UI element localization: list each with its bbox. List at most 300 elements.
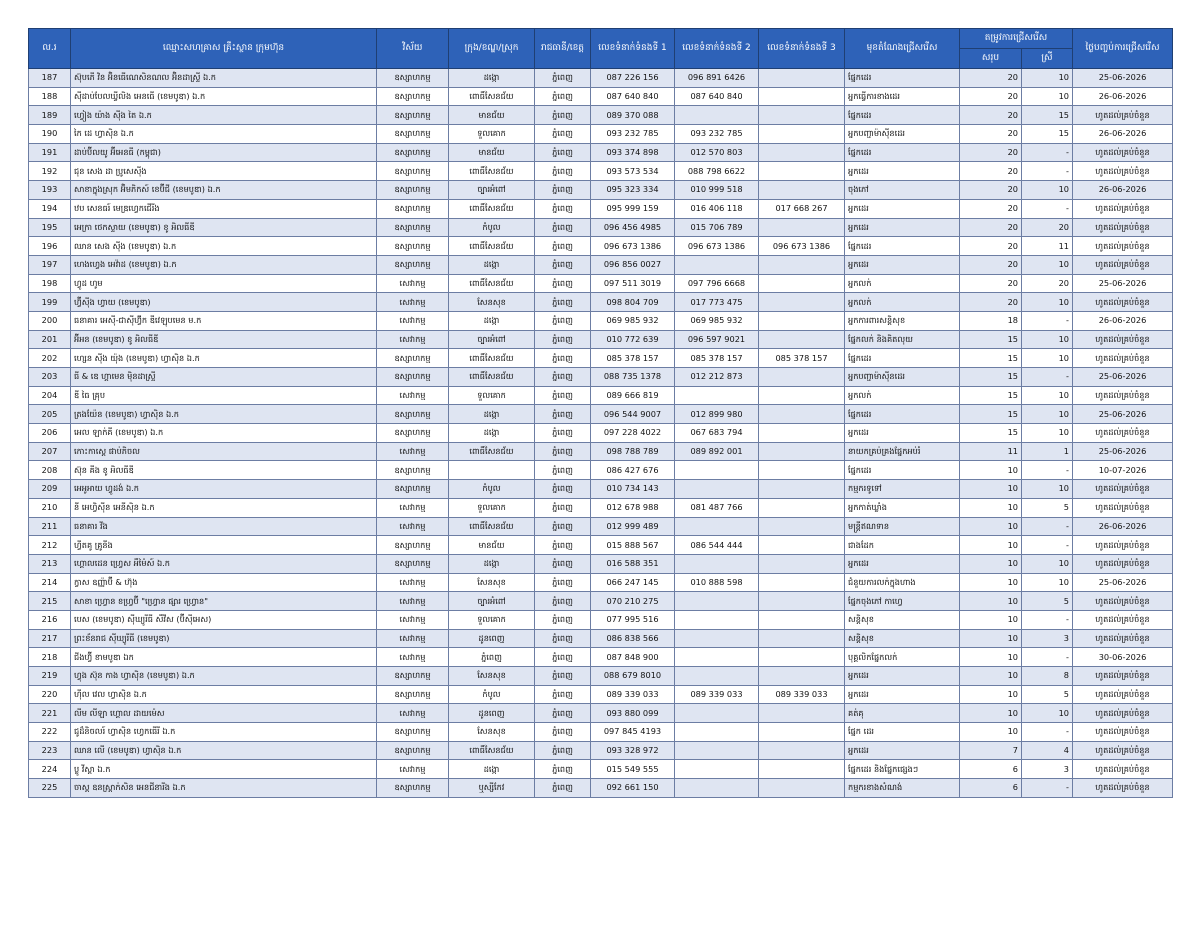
deadline-cell: ហូតដល់គ្រប់ចំនួន	[1073, 741, 1173, 760]
position-cell: អ្នកដេរ	[845, 554, 960, 573]
province-cell: ភ្នំពេញ	[535, 629, 591, 648]
female-needed-cell: 8	[1022, 667, 1073, 686]
phone-1-cell: 089 666 819	[591, 386, 675, 405]
deadline-cell: 25-06-2026	[1073, 69, 1173, 88]
company-name-cell: អេល ឡាក់គី (ខេមបូឌា) ឯ.ក	[71, 424, 377, 443]
phone-2-cell: 081 487 766	[675, 498, 759, 517]
deadline-cell: 26-06-2026	[1073, 311, 1173, 330]
province-cell: ភ្នំពេញ	[535, 610, 591, 629]
company-name-cell: ប្លូ វីស្តា ឯ.ក	[71, 760, 377, 779]
company-name-cell: ស៊ីដាប់បែលឃ្វីលិង អេនធើ (ខេមបូឌា) ឯ.ក	[71, 87, 377, 106]
district-cell: ពោធិ៍សែនជ័យ	[449, 741, 535, 760]
table-row	[29, 106, 1173, 125]
sector-cell: ឧស្សាហកម្ម	[377, 685, 449, 704]
phone-1-cell: 086 838 566	[591, 629, 675, 648]
phone-3-cell	[759, 480, 845, 499]
phone-1-cell: 096 673 1386	[591, 237, 675, 256]
row-number-cell: 219	[29, 667, 71, 686]
company-name-cell: កៃ ដេ ហ្វាស៊ិន ឯ.ក	[71, 125, 377, 144]
company-name-cell: ដាប់ប៊ីលយូ អ៊ីអេនធី (កម្ពុជា)	[71, 143, 377, 162]
phone-3-cell	[759, 106, 845, 125]
sector-cell: ឧស្សាហកម្ម	[377, 237, 449, 256]
district-cell: ពោធិ៍សែនជ័យ	[449, 199, 535, 218]
phone-2-cell: 069 985 932	[675, 311, 759, 330]
sector-cell: សេវាកម្ម	[377, 573, 449, 592]
company-name-cell: ធនាគារ វីង	[71, 517, 377, 536]
header-company: ឈ្មោះសហគ្រាស គ្រឹះស្ថាន ក្រុមហ៊ុន	[71, 29, 377, 69]
phone-2-cell: 085 378 157	[675, 349, 759, 368]
deadline-cell: ហូតដល់គ្រប់ចំនួន	[1073, 218, 1173, 237]
sector-cell: ឧស្សាហកម្ម	[377, 125, 449, 144]
total-needed-cell: 15	[960, 368, 1022, 387]
province-cell: ភ្នំពេញ	[535, 480, 591, 499]
position-cell: ផ្នែកដេរ	[845, 143, 960, 162]
phone-2-cell: 089 339 033	[675, 685, 759, 704]
phone-1-cell: 066 247 145	[591, 573, 675, 592]
province-cell: ភ្នំពេញ	[535, 330, 591, 349]
table-row	[29, 311, 1173, 330]
female-needed-cell: -	[1022, 162, 1073, 181]
phone-2-cell	[675, 461, 759, 480]
district-cell: កំបូល	[449, 685, 535, 704]
total-needed-cell: 10	[960, 498, 1022, 517]
total-needed-cell: 20	[960, 274, 1022, 293]
province-cell: ភ្នំពេញ	[535, 181, 591, 200]
province-cell: ភ្នំពេញ	[535, 218, 591, 237]
company-name-cell: អេអូអាយ ហ្វូដង់ ឯ.ក	[71, 480, 377, 499]
province-cell: ភ្នំពេញ	[535, 143, 591, 162]
row-number-cell: 197	[29, 255, 71, 274]
sector-cell: សេវាកម្ម	[377, 629, 449, 648]
phone-3-cell	[759, 424, 845, 443]
deadline-cell: ហូតដល់គ្រប់ចំនួន	[1073, 293, 1173, 312]
deadline-cell: ហូតដល់គ្រប់ចំនួន	[1073, 629, 1173, 648]
district-cell: ច្បារអំពៅ	[449, 181, 535, 200]
job-listing-table	[28, 28, 1173, 798]
female-needed-cell: 11	[1022, 237, 1073, 256]
header-position: មុខតំណែងជ្រើសរើស	[845, 29, 960, 69]
row-number-cell: 201	[29, 330, 71, 349]
total-needed-cell: 20	[960, 255, 1022, 274]
total-needed-cell: 20	[960, 181, 1022, 200]
sector-cell: ឧស្សាហកម្ម	[377, 554, 449, 573]
province-cell: ភ្នំពេញ	[535, 573, 591, 592]
position-cell: អ្នកដេរ	[845, 162, 960, 181]
district-cell: ទួលគោក	[449, 498, 535, 517]
sector-cell: ឧស្សាហកម្ម	[377, 199, 449, 218]
female-needed-cell: 10	[1022, 554, 1073, 573]
row-number-cell: 204	[29, 386, 71, 405]
sector-cell: សេវាកម្ម	[377, 592, 449, 611]
position-cell: អ្នកដេរ	[845, 199, 960, 218]
district-cell: ដង្កោ	[449, 424, 535, 443]
company-name-cell: ស៊ុន គីង ខូ អិលធីឌី	[71, 461, 377, 480]
sector-cell: សេវាកម្ម	[377, 442, 449, 461]
table-row	[29, 218, 1173, 237]
sector-cell: ឧស្សាហកម្ម	[377, 162, 449, 181]
company-name-cell: ហ្វុង ស៊ុន កាង ហ្វាស៊ិន (ខេមបូឌា) ឯ.ក	[71, 667, 377, 686]
province-cell: ភ្នំពេញ	[535, 517, 591, 536]
phone-1-cell: 097 845 4193	[591, 723, 675, 742]
deadline-cell: 26-06-2026	[1073, 517, 1173, 536]
phone-2-cell: 086 544 444	[675, 536, 759, 555]
table-row	[29, 760, 1173, 779]
phone-1-cell: 012 678 988	[591, 498, 675, 517]
phone-3-cell	[759, 69, 845, 88]
province-cell: ភ្នំពេញ	[535, 349, 591, 368]
female-needed-cell: -	[1022, 517, 1073, 536]
district-cell: សែនសុខ	[449, 293, 535, 312]
table-row	[29, 480, 1173, 499]
phone-2-cell: 096 891 6426	[675, 69, 759, 88]
table-row	[29, 442, 1173, 461]
district-cell: ដង្កោ	[449, 255, 535, 274]
table-row	[29, 424, 1173, 443]
phone-2-cell	[675, 255, 759, 274]
district-cell: ពោធិ៍សែនជ័យ	[449, 442, 535, 461]
phone-3-cell	[759, 741, 845, 760]
province-cell: ភ្នំពេញ	[535, 498, 591, 517]
company-name-cell: ជីងហ្វ៊ី ខាមបូឌា ឯក	[71, 648, 377, 667]
table-row	[29, 255, 1173, 274]
table-row	[29, 592, 1173, 611]
phone-1-cell: 093 374 898	[591, 143, 675, 162]
row-number-cell: 208	[29, 461, 71, 480]
sector-cell: ឧស្សាហកម្ម	[377, 87, 449, 106]
total-needed-cell: 10	[960, 573, 1022, 592]
district-cell: ពោធិ៍សែនជ័យ	[449, 162, 535, 181]
phone-2-cell	[675, 106, 759, 125]
sector-cell: ឧស្សាហកម្ម	[377, 480, 449, 499]
position-cell: ផ្នែកដេរ និងផ្នែកផ្សេងៗ	[845, 760, 960, 779]
district-cell: មានជ័យ	[449, 536, 535, 555]
sector-cell: ឧស្សាហកម្ម	[377, 779, 449, 798]
row-number-cell: 211	[29, 517, 71, 536]
company-name-cell: ហ្វីតគូ គ្រូនីង	[71, 536, 377, 555]
table-row	[29, 181, 1173, 200]
phone-2-cell: 096 597 9021	[675, 330, 759, 349]
position-cell: ផ្នែកចុងភៅ កាហ្វេ	[845, 592, 960, 611]
sector-cell: ឧស្សាហកម្ម	[377, 405, 449, 424]
table-row	[29, 741, 1173, 760]
phone-3-cell	[759, 143, 845, 162]
province-cell: ភ្នំពេញ	[535, 386, 591, 405]
female-needed-cell: 20	[1022, 274, 1073, 293]
female-needed-cell: 5	[1022, 498, 1073, 517]
header-deadline: ថ្ងៃបញ្ចប់ការជ្រើសរើស	[1073, 29, 1173, 69]
total-needed-cell: 10	[960, 461, 1022, 480]
female-needed-cell: 10	[1022, 349, 1073, 368]
phone-2-cell	[675, 741, 759, 760]
district-cell: មានជ័យ	[449, 106, 535, 125]
province-cell: ភ្នំពេញ	[535, 704, 591, 723]
deadline-cell: 25-06-2026	[1073, 442, 1173, 461]
phone-2-cell: 097 796 6668	[675, 274, 759, 293]
sector-cell: ឧស្សាហកម្ម	[377, 667, 449, 686]
province-cell: ភ្នំពេញ	[535, 106, 591, 125]
district-cell: សែនសុខ	[449, 667, 535, 686]
female-needed-cell: 10	[1022, 386, 1073, 405]
phone-1-cell: 088 735 1378	[591, 368, 675, 387]
phone-3-cell	[759, 274, 845, 293]
total-needed-cell: 20	[960, 143, 1022, 162]
phone-1-cell: 093 328 972	[591, 741, 675, 760]
phone-3-cell	[759, 125, 845, 144]
province-cell: ភ្នំពេញ	[535, 554, 591, 573]
position-cell: ផ្នែក ដេរ	[845, 723, 960, 742]
row-number-cell: 222	[29, 723, 71, 742]
deadline-cell: ហូតដល់គ្រប់ចំនួន	[1073, 592, 1173, 611]
sector-cell: សេវាកម្ម	[377, 386, 449, 405]
phone-1-cell: 015 888 567	[591, 536, 675, 555]
province-cell: ភ្នំពេញ	[535, 779, 591, 798]
deadline-cell: ហូតដល់គ្រប់ចំនួន	[1073, 424, 1173, 443]
phone-2-cell: 088 798 6622	[675, 162, 759, 181]
phone-3-cell	[759, 592, 845, 611]
position-cell: អ្នកបញ្ជាម៉ាស៊ីនដេរ	[845, 125, 960, 144]
company-name-cell: ធនាគារ អេស៊ី-ជាស៊ីហ៊្វីក ឌីវេឡុបមេន ម.ក	[71, 311, 377, 330]
row-number-cell: 225	[29, 779, 71, 798]
company-name-cell: ហេងហ្វេង អេវ៉ាដ (ខេមបូឌា) ឯ.ក	[71, 255, 377, 274]
female-needed-cell: 10	[1022, 424, 1073, 443]
district-cell: មានជ័យ	[449, 143, 535, 162]
sector-cell: សេវាកម្ម	[377, 274, 449, 293]
district-cell: ពោធិ៍សែនជ័យ	[449, 517, 535, 536]
phone-3-cell	[759, 760, 845, 779]
district-cell: ដង្កោ	[449, 311, 535, 330]
row-number-cell: 212	[29, 536, 71, 555]
female-needed-cell: 4	[1022, 741, 1073, 760]
table-body	[29, 69, 1173, 798]
phone-2-cell	[675, 592, 759, 611]
sector-cell: សេវាកម្ម	[377, 498, 449, 517]
phone-1-cell: 087 640 840	[591, 87, 675, 106]
row-number-cell: 215	[29, 592, 71, 611]
position-cell: អ្នកដេរ	[845, 685, 960, 704]
phone-1-cell: 095 999 159	[591, 199, 675, 218]
position-cell: អ្នកធ្វើការខាងដេរ	[845, 87, 960, 106]
row-number-cell: 207	[29, 442, 71, 461]
phone-1-cell: 098 788 789	[591, 442, 675, 461]
deadline-cell: ហូតដល់គ្រប់ចំនួន	[1073, 667, 1173, 686]
company-name-cell: អេក្រា ថេកស្ទាយ (ខេមបូឌា) ខូ អិលធីឌី	[71, 218, 377, 237]
female-needed-cell: 10	[1022, 87, 1073, 106]
row-number-cell: 190	[29, 125, 71, 144]
province-cell: ភ្នំពេញ	[535, 87, 591, 106]
phone-2-cell	[675, 648, 759, 667]
table-row	[29, 629, 1173, 648]
row-number-cell: 210	[29, 498, 71, 517]
sector-cell: សេវាកម្ម	[377, 311, 449, 330]
deadline-cell: ហូតដល់គ្រប់ចំនួន	[1073, 106, 1173, 125]
female-needed-cell: 10	[1022, 255, 1073, 274]
deadline-cell: ហូតដល់គ្រប់ចំនួន	[1073, 143, 1173, 162]
female-needed-cell: -	[1022, 723, 1073, 742]
row-number-cell: 202	[29, 349, 71, 368]
district-cell: សែនសុខ	[449, 723, 535, 742]
row-number-cell: 218	[29, 648, 71, 667]
position-cell: អ្នកដេរ	[845, 424, 960, 443]
position-cell: ផ្នែកលក់ និងគិតលុយ	[845, 330, 960, 349]
female-needed-cell: -	[1022, 610, 1073, 629]
phone-1-cell: 096 456 4985	[591, 218, 675, 237]
position-cell: អ្នកកាត់ឃ្លាំង	[845, 498, 960, 517]
phone-2-cell	[675, 610, 759, 629]
province-cell: ភ្នំពេញ	[535, 442, 591, 461]
row-number-cell: 196	[29, 237, 71, 256]
position-cell: មន្ត្រីឥណទាន	[845, 517, 960, 536]
table-row	[29, 610, 1173, 629]
total-needed-cell: 15	[960, 386, 1022, 405]
female-needed-cell: 3	[1022, 760, 1073, 779]
table-row	[29, 162, 1173, 181]
phone-3-cell	[759, 442, 845, 461]
deadline-cell: 10-07-2026	[1073, 461, 1173, 480]
header-district: ក្រុង/ខណ្ឌ/ស្រុក	[449, 29, 535, 69]
province-cell: ភ្នំពេញ	[535, 760, 591, 779]
district-cell: សែនសុខ	[449, 573, 535, 592]
position-cell: ជាងដែក	[845, 536, 960, 555]
phone-2-cell	[675, 779, 759, 798]
total-needed-cell: 10	[960, 667, 1022, 686]
sector-cell: ឧស្សាហកម្ម	[377, 181, 449, 200]
phone-3-cell	[759, 704, 845, 723]
total-needed-cell: 15	[960, 330, 1022, 349]
sector-cell: សេវាកម្ម	[377, 517, 449, 536]
phone-1-cell: 098 804 709	[591, 293, 675, 312]
company-name-cell: ហ្គោលដេន ហ្វ្រេស អឹម៉ៃស៍ ឯ.ក	[71, 554, 377, 573]
total-needed-cell: 10	[960, 648, 1022, 667]
table-row	[29, 573, 1173, 592]
company-name-cell: ឈាន លើ (ខេមបូឌា) ហ្វាស៊ិន ឯ.ក	[71, 741, 377, 760]
district-cell: ច្បារអំពៅ	[449, 592, 535, 611]
phone-1-cell: 010 772 639	[591, 330, 675, 349]
row-number-cell: 206	[29, 424, 71, 443]
deadline-cell: 30-06-2026	[1073, 648, 1173, 667]
position-cell: ផ្នែកដេរ	[845, 106, 960, 125]
phone-1-cell: 010 734 143	[591, 480, 675, 499]
phone-3-cell	[759, 405, 845, 424]
company-name-cell: អ៊ីអន (ខេមបូឌា) ខូ អិលធីឌី	[71, 330, 377, 349]
province-cell: ភ្នំពេញ	[535, 685, 591, 704]
sector-cell: ឧស្សាហកម្ម	[377, 368, 449, 387]
phone-2-cell	[675, 386, 759, 405]
phone-2-cell	[675, 667, 759, 686]
total-needed-cell: 20	[960, 237, 1022, 256]
row-number-cell: 200	[29, 311, 71, 330]
position-cell: អ្នកដេរ	[845, 218, 960, 237]
phone-1-cell: 093 573 534	[591, 162, 675, 181]
phone-2-cell: 093 232 785	[675, 125, 759, 144]
phone-1-cell: 089 339 033	[591, 685, 675, 704]
district-cell	[449, 461, 535, 480]
sector-cell: ឧស្សាហកម្ម	[377, 741, 449, 760]
district-cell: ដង្កោ	[449, 554, 535, 573]
position-cell: អ្នកបញ្ជាម៉ាស៊ីនដេរ	[845, 368, 960, 387]
total-needed-cell: 10	[960, 480, 1022, 499]
table-row	[29, 704, 1173, 723]
position-cell: ផ្នែកដេរ	[845, 349, 960, 368]
total-needed-cell: 7	[960, 741, 1022, 760]
company-name-cell: ក្វាស ឧញ្ញ៉ាប៊ី & ហ៊ុង	[71, 573, 377, 592]
district-cell: ដូនពេញ	[449, 704, 535, 723]
phone-1-cell: 096 856 0027	[591, 255, 675, 274]
phone-3-cell	[759, 87, 845, 106]
total-needed-cell: 10	[960, 704, 1022, 723]
province-cell: ភ្នំពេញ	[535, 237, 591, 256]
position-cell: អ្នកលក់	[845, 293, 960, 312]
deadline-cell: ហូតដល់គ្រប់ចំនួន	[1073, 498, 1173, 517]
deadline-cell: 26-06-2026	[1073, 181, 1173, 200]
row-number-cell: 205	[29, 405, 71, 424]
phone-1-cell: 069 985 932	[591, 311, 675, 330]
phone-3-cell	[759, 723, 845, 742]
table-row	[29, 349, 1173, 368]
phone-1-cell: 087 848 900	[591, 648, 675, 667]
phone-1-cell: 092 661 150	[591, 779, 675, 798]
company-name-cell: លីម លីឡា ហ្គោល ដាយម៉េស	[71, 704, 377, 723]
province-cell: ភ្នំពេញ	[535, 424, 591, 443]
phone-1-cell: 087 226 156	[591, 69, 675, 88]
table-row	[29, 143, 1173, 162]
phone-3-cell	[759, 255, 845, 274]
table-header	[29, 29, 1173, 69]
table-row	[29, 536, 1173, 555]
header-no: ល.រ	[29, 29, 71, 69]
company-name-cell: ត្រងយ៉ែន (ខេមបូឌា) ហ្វាស៊ិន ឯ.ក	[71, 405, 377, 424]
phone-2-cell: 067 683 794	[675, 424, 759, 443]
sector-cell: សេវាកម្ម	[377, 648, 449, 667]
total-needed-cell: 20	[960, 106, 1022, 125]
deadline-cell: 25-06-2026	[1073, 274, 1173, 293]
row-number-cell: 213	[29, 554, 71, 573]
female-needed-cell: 10	[1022, 704, 1073, 723]
female-needed-cell: -	[1022, 368, 1073, 387]
female-needed-cell: 10	[1022, 293, 1073, 312]
phone-3-cell: 089 339 033	[759, 685, 845, 704]
total-needed-cell: 15	[960, 349, 1022, 368]
deadline-cell: ហូតដល់គ្រប់ចំនួន	[1073, 349, 1173, 368]
company-name-cell: ហ្វៀង យ៉ាង ស៊ីង តៃ ឯ.ក	[71, 106, 377, 125]
header-sector: វិស័យ	[377, 29, 449, 69]
table-row	[29, 779, 1173, 798]
position-cell: អ្នកដេរ	[845, 255, 960, 274]
phone-1-cell: 015 549 555	[591, 760, 675, 779]
phone-3-cell	[759, 779, 845, 798]
table-row	[29, 87, 1173, 106]
province-cell: ភ្នំពេញ	[535, 536, 591, 555]
deadline-cell: ហូតដល់គ្រប់ចំនួន	[1073, 554, 1173, 573]
row-number-cell: 223	[29, 741, 71, 760]
table-row	[29, 125, 1173, 144]
sector-cell: សេវាកម្ម	[377, 610, 449, 629]
sector-cell: ឧស្សាហកម្ម	[377, 106, 449, 125]
row-number-cell: 217	[29, 629, 71, 648]
header-needed: តម្រូវការជ្រើសរើស	[960, 29, 1073, 49]
district-cell: ឬស្សីកែវ	[449, 779, 535, 798]
district-cell: ច្បារអំពៅ	[449, 330, 535, 349]
sector-cell: ឧស្សាហកម្ម	[377, 218, 449, 237]
deadline-cell: ហូតដល់គ្រប់ចំនួន	[1073, 386, 1173, 405]
phone-3-cell	[759, 554, 845, 573]
sector-cell: សេវាកម្ម	[377, 704, 449, 723]
phone-1-cell: 097 511 3019	[591, 274, 675, 293]
phone-2-cell: 016 406 118	[675, 199, 759, 218]
district-cell: ដង្កោ	[449, 69, 535, 88]
row-number-cell: 194	[29, 199, 71, 218]
total-needed-cell: 20	[960, 125, 1022, 144]
total-needed-cell: 20	[960, 69, 1022, 88]
